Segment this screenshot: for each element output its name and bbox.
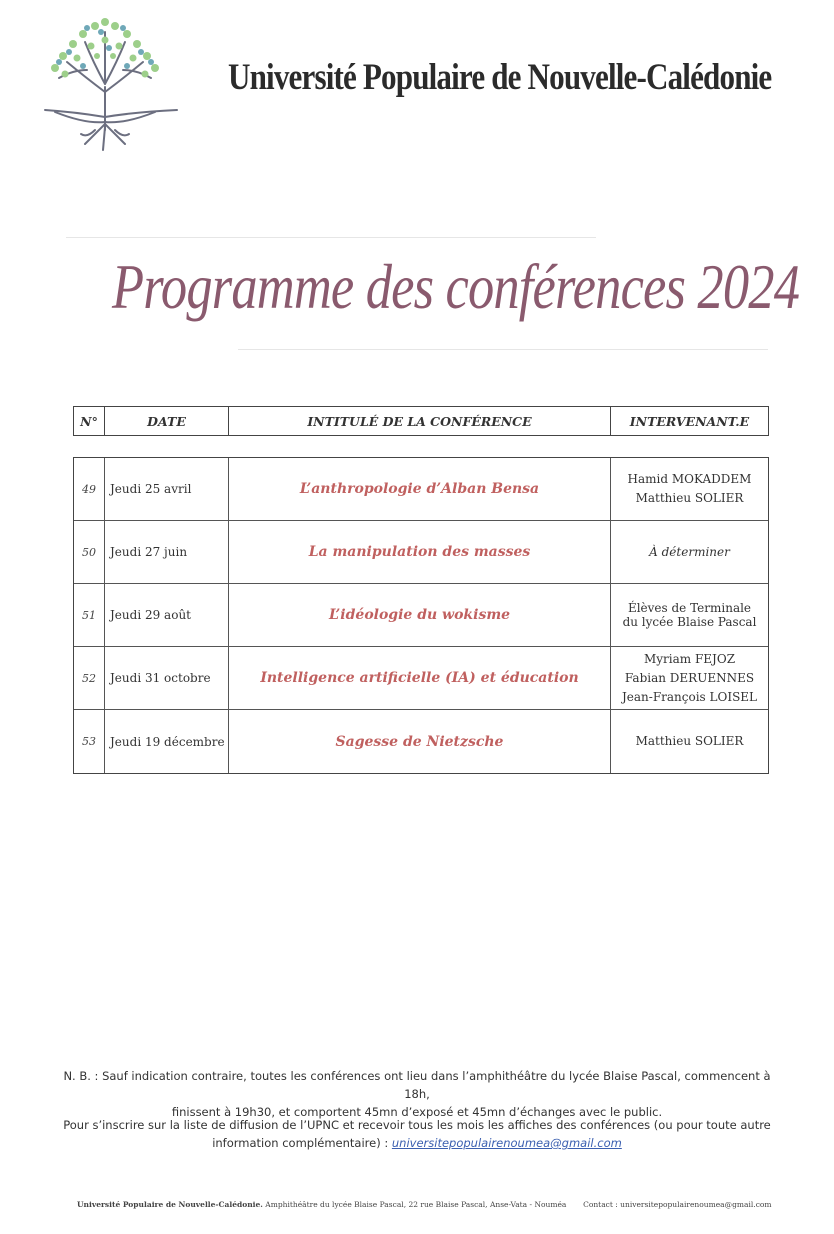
subscription-line (50, 1134, 784, 1152)
speaker: Jean-François LOISEL (621, 689, 758, 704)
nb-line: N. B. : Sauf indication contraire, toutes les conférences ont lieu dans l’amphithéâtre du lycée Blaise Pascal, commencent à 18h, (63, 1069, 771, 1101)
page-footer (77, 1200, 772, 1209)
header-number: N° (74, 407, 105, 435)
header-title: INTITULÉ DE LA CONFÉRENCE (229, 407, 611, 435)
page-title: Programme des conférences 2024 (112, 251, 800, 322)
row-speakers (611, 710, 768, 773)
subscription-line: Pour s’inscrire sur la liste de diffusion de l’UPNC et recevoir tous les mois les affiches des conférences (ou pour toute autre (63, 1118, 771, 1132)
row-date: Jeudi 31 octobre (105, 647, 229, 709)
nb-line: finissent à 19h30, et comportent 45mn d’exposé et 45mn d’échanges avec le public. (171, 1105, 663, 1119)
organization-title: Université Populaire de Nouvelle-Calédonie (228, 57, 772, 98)
speaker: du lycée Blaise Pascal (622, 615, 757, 629)
row-number: 52 (74, 647, 105, 709)
row-speakers (611, 521, 768, 583)
speaker: Élèves de Terminale (627, 601, 752, 615)
conference-table (73, 457, 769, 774)
row-title: Intelligence artificielle (IA) et éducation (229, 647, 611, 709)
row-date: Jeudi 27 juin (105, 521, 229, 583)
row-speakers (611, 458, 768, 520)
row-number: 49 (74, 458, 105, 520)
row-title: La manipulation des masses (229, 521, 611, 583)
speaker: Matthieu SOLIER (635, 491, 744, 505)
subscription-prefix: information complémentaire) : (212, 1136, 389, 1150)
divider-bottom (238, 349, 768, 350)
speaker: Myriam FEJOZ (643, 651, 736, 666)
row-speakers (611, 647, 768, 709)
footer-org: Université Populaire de Nouvelle-Calédonie. (77, 1200, 263, 1209)
row-date: Jeudi 19 décembre (105, 710, 229, 773)
row-number: 50 (74, 521, 105, 583)
footer-contact: Contact : universitepopulairenoumea@gmail.com (583, 1200, 772, 1209)
row-number: 53 (74, 710, 105, 773)
row-title: L’anthropologie d’Alban Bensa (229, 458, 611, 520)
table-row (74, 458, 768, 521)
email-link[interactable]: universitepopulairenoumea@gmail.com (391, 1136, 622, 1150)
table-row (74, 584, 768, 647)
table-header (73, 406, 769, 436)
table-row (74, 647, 768, 710)
row-date: Jeudi 25 avril (105, 458, 229, 520)
table-row (74, 710, 768, 773)
header-speaker: INTERVENANT.E (629, 413, 750, 429)
nb-note (50, 1067, 784, 1121)
speaker: Hamid MOKADDEM (627, 472, 752, 486)
row-date: Jeudi 29 août (105, 584, 229, 646)
row-title: Sagesse de Nietzsche (229, 710, 611, 773)
subscription-note (50, 1116, 784, 1152)
speaker: À déterminer (649, 544, 730, 559)
table-row (74, 521, 768, 584)
row-number: 51 (74, 584, 105, 646)
header-date: DATE (105, 407, 229, 435)
divider-top (66, 237, 596, 238)
footer-address: Amphithéâtre du lycée Blaise Pascal, 22 rue Blaise Pascal, Anse-Vata - Nouméa (265, 1200, 567, 1209)
tree-logo-icon (25, 12, 185, 152)
row-speakers (611, 584, 768, 646)
speaker: Matthieu SOLIER (635, 734, 744, 748)
row-title: L’idéologie du wokisme (229, 584, 611, 646)
speaker: Fabian DERUENNES (624, 670, 755, 685)
